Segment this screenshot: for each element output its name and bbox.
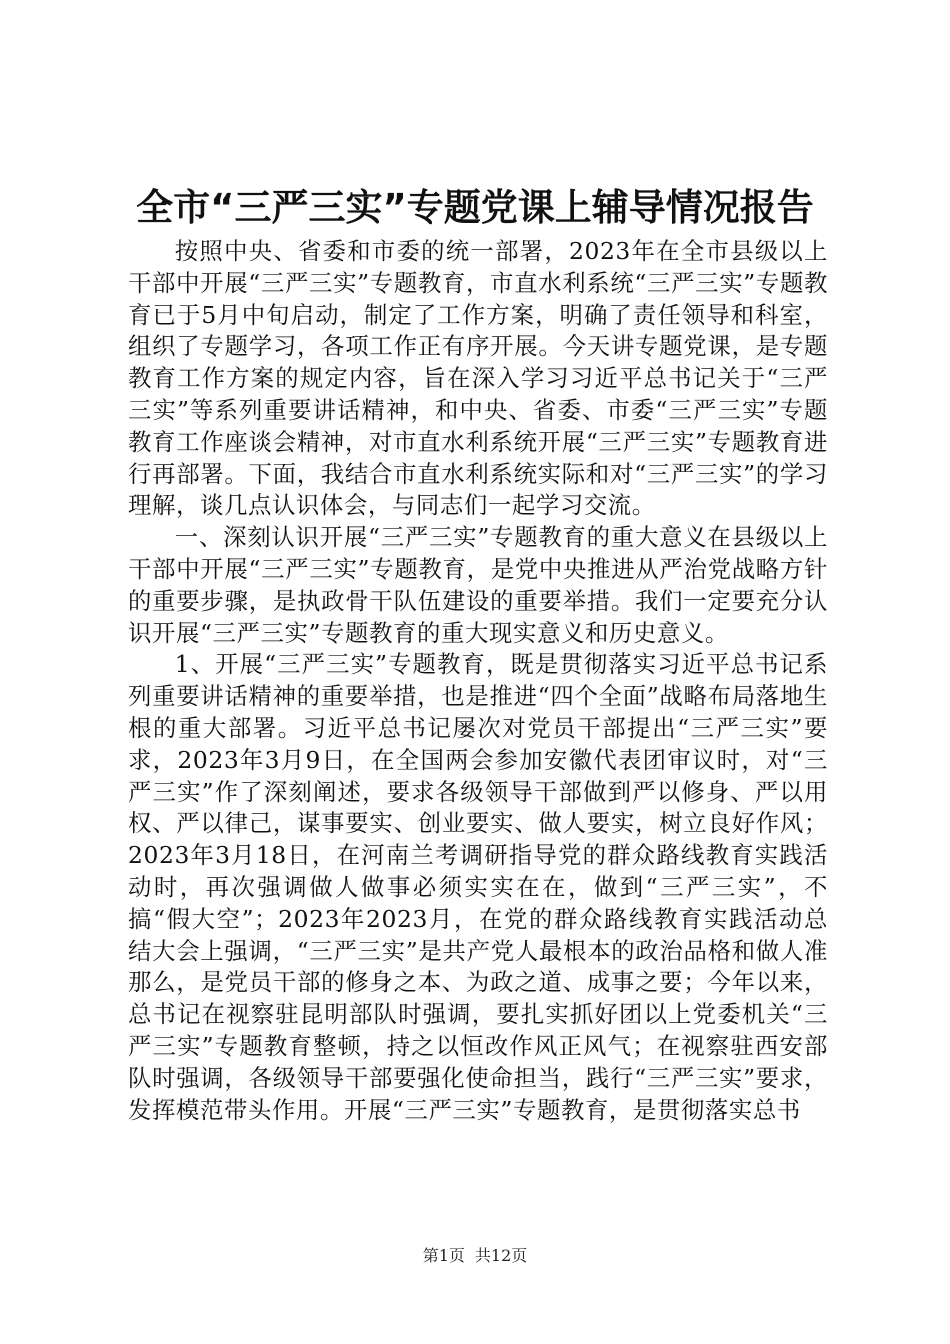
document-body [128,236,828,1126]
paragraph-section-one: 一、深刻认识开展“三严三实”专题教育的重大意义在县级以上干部中开展“三严三实”专题教育，是党中央推进从严治党战略方针的重要步骤，是执政骨干队伍建设的重要举措。我们一定要充分认识开展“三严三实”专题教育的重大现实意义和历史意义。 [128,523,828,647]
page-number: 第1页 [422,1246,465,1265]
page-total: 共12页 [474,1246,528,1265]
paragraph-point-one: 1、开展“三严三实”专题教育，既是贯彻落实习近平总书记系列重要讲话精神的重要举措，也是推进“四个全面”战略布局落地生根的重大部署。习近平总书记屡次对党员干部提出“三严三实”要求，2023年3月9日，在全国两会参加安徽代表团审议时，对“三严三实”作了深刻阐述，要求各级领导干部做到严以修身、严以用权、严以律己，谋事要实、创业要实、做人要实，树立良好作风；2023年3月18日，在河南兰考调研指导党的群众路线教育实践活动时，再次强调做人做事必须实实在在，做到“三严三实”，不搞“假大空”；2023年2023月，在党的群众路线教育实践活动总结大会上强调，“三严三实”是共产党人最根本的政治品格和做人准那么，是党员干部的修身之本、为政之道、成事之要；今年以来，总书记在视察驻昆明部队时强调，要扎实抓好团以上党委机关“三严三实”专题教育整顿，持之以恒改作风正风气；在视察驻西安部队时强调，各级领导干部要强化使命担当，践行“三严三实”要求，发挥模范带头作用。开展“三严三实”专题教育，是贯彻落实总书 [128,650,828,1124]
page-footer [0,1246,950,1266]
paragraph-intro: 按照中央、省委和市委的统一部署，2023年在全市县级以上干部中开展“三严三实”专题教育，市直水利系统“三严三实”专题教育已于5月中旬启动，制定了工作方案，明确了责任领导和科室，组织了专题学习，各项工作正有序开展。今天讲专题党课，是专题教育工作方案的规定内容，旨在深入学习习近平总书记关于“三严三实”等系列重要讲话精神，和中央、省委、市委“三严三实”专题教育工作座谈会精神，对市直水利系统开展“三严三实”专题教育进行再部署。下面，我结合市直水利系统实际和对“三严三实”的学习理解，谈几点认识体会，与同志们一起学习交流。 [128,237,828,520]
document-title: 全市“三严三实”专题党课上辅导情况报告 [136,186,814,229]
